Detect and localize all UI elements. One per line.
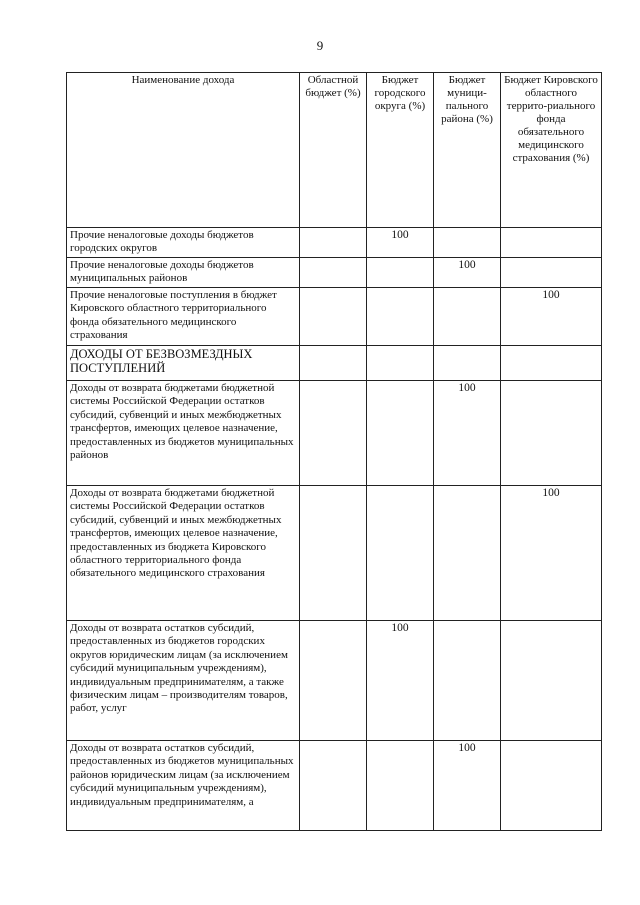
table-row [67, 258, 602, 288]
table-row [67, 621, 602, 741]
municipal-district-share: 100 [434, 258, 501, 288]
city-district-share [367, 346, 434, 381]
fund-share [501, 258, 602, 288]
city-district-share [367, 258, 434, 288]
fund-share [501, 621, 602, 741]
header-municipal-district-budget: Бюджет муници-пального района (%) [434, 73, 501, 228]
fund-share [501, 228, 602, 258]
regional-share [300, 346, 367, 381]
municipal-district-share: 100 [434, 381, 501, 486]
city-district-share [367, 486, 434, 621]
city-district-share [367, 381, 434, 486]
section-heading: ДОХОДЫ ОТ БЕЗВОЗМЕЗДНЫХ ПОСТУПЛЕНИЙ [67, 346, 300, 381]
header-revenue-name: Наименование дохода [67, 73, 300, 228]
revenue-name: Доходы от возврата остатков субсидий, предоставленных из бюджетов городских округов юридическим лицам (за исключением субсидий муниципальным учреждениям), индивидуальным предпринимателям, а также физическим лицам – производителям товаров, работ, услуг [67, 621, 300, 741]
regional-share [300, 258, 367, 288]
table-row [67, 228, 602, 258]
revenue-name: Доходы от возврата бюджетами бюджетной системы Российской Федерации остатков субсидий, субвенций и иных межбюджетных трансфертов, имеющих целевое назначение, предоставленных из бюджетов муниципальных районов [67, 381, 300, 486]
table-row [67, 741, 602, 831]
header-regional-budget: Областной бюджет (%) [300, 73, 367, 228]
city-district-share [367, 741, 434, 831]
fund-share: 100 [501, 486, 602, 621]
table-row [67, 346, 602, 381]
budget-revenue-table [66, 72, 602, 831]
table-row [67, 486, 602, 621]
revenue-name: Прочие неналоговые доходы бюджетов городских округов [67, 228, 300, 258]
regional-share [300, 621, 367, 741]
city-district-share [367, 288, 434, 346]
fund-share [501, 741, 602, 831]
page-number: 9 [316, 38, 324, 53]
city-district-share: 100 [367, 621, 434, 741]
municipal-district-share [434, 621, 501, 741]
regional-share [300, 381, 367, 486]
table-row [67, 288, 602, 346]
header-city-district-budget: Бюджет городского округа (%) [367, 73, 434, 228]
fund-share [501, 381, 602, 486]
revenue-name: Доходы от возврата остатков субсидий, предоставленных из бюджетов муниципальных районов юридическим лицам (за исключением субсидий муниципальным учреждениям), индивидуальным предпринимателям, а [67, 741, 300, 831]
regional-share [300, 228, 367, 258]
fund-share [501, 346, 602, 381]
regional-share [300, 288, 367, 346]
header-medical-insurance-fund-budget: Бюджет Кировского областного террито-риального фонда обязательного медицинского страхования (%) [501, 73, 602, 228]
municipal-district-share: 100 [434, 741, 501, 831]
regional-share [300, 741, 367, 831]
fund-share: 100 [501, 288, 602, 346]
revenue-name: Прочие неналоговые поступления в бюджет Кировского областного территориального фонда обязательного медицинского страхования [67, 288, 300, 346]
regional-share [300, 486, 367, 621]
table-row [67, 381, 602, 486]
municipal-district-share [434, 288, 501, 346]
municipal-district-share [434, 228, 501, 258]
revenue-name: Прочие неналоговые доходы бюджетов муниципальных районов [67, 258, 300, 288]
municipal-district-share [434, 486, 501, 621]
municipal-district-share [434, 346, 501, 381]
city-district-share: 100 [367, 228, 434, 258]
revenue-name: Доходы от возврата бюджетами бюджетной системы Российской Федерации остатков субсидий, субвенций и иных межбюджетных трансфертов, имеющих целевое назначение, предоставленных из бюджета Кировского областного территориального фонда обязательного медицинского страхования [67, 486, 300, 621]
